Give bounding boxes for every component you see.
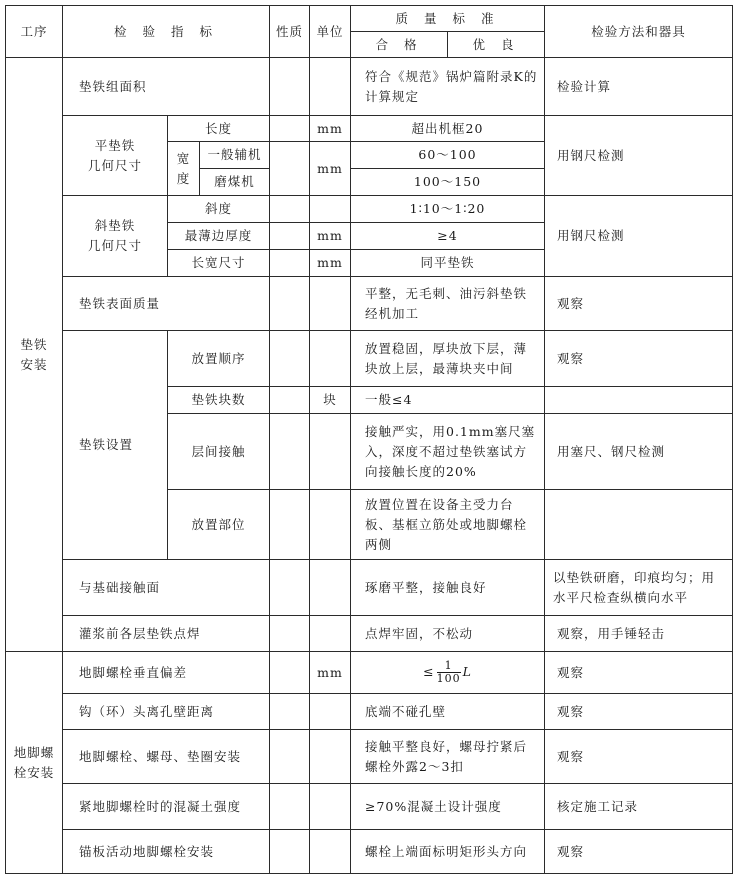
slant-thin-unit: mm [310,223,351,250]
setting-order-std: 放置稳固，厚块放下层，薄块放上层，最薄块夹中间 [351,331,545,387]
slant-lw-label: 长宽尺寸 [168,250,270,277]
slant-slope-std: 1∶10～1∶20 [351,196,545,223]
item-hook-distance: 钩（环）头离孔壁距离 [63,694,270,730]
setting-contact-std: 接触严实，用0.1mm塞尺塞入，深度不超过垫铁塞试方向接触长度的20% [351,414,545,490]
fraction-numerator: 1 [437,660,461,673]
nature-cell [270,784,310,830]
nature-cell [270,560,310,616]
std-anchor-bolt: 螺栓上端面标明矩形头方向 [351,830,545,874]
std-bolt-vertical-var: L [462,664,472,679]
unit-cell [310,277,351,331]
flat-width-unit: mm [310,142,351,196]
nature-cell [270,490,310,560]
item-foundation-contact: 与基础接触面 [63,560,270,616]
item-shim-area: 垫铁组面积 [63,58,270,116]
flat-method: 用钢尺检测 [545,116,733,196]
unit-cell [310,784,351,830]
item-concrete-strength: 紧地脚螺栓时的混凝土强度 [63,784,270,830]
nature-cell [270,414,310,490]
nature-cell [270,223,310,250]
method-bolt-vertical: 观察 [545,652,733,694]
flat-length-unit: mm [310,116,351,142]
item-shim-setting: 垫铁设置 [63,331,168,560]
flat-aux-std: 60～100 [351,142,545,169]
item-slant-shim: 斜垫铁 几何尺寸 [63,196,168,277]
method-shim-surface: 观察 [545,277,733,331]
slant-method: 用钢尺检测 [545,196,733,277]
unit-cell [310,331,351,387]
unit-cell [310,414,351,490]
nature-cell [270,58,310,116]
std-spot-weld: 点焊牢固，不松动 [351,616,545,652]
setting-position-method [545,490,733,560]
flat-length-label: 长度 [168,116,270,142]
nature-cell [270,277,310,331]
header-unit: 单位 [310,6,351,58]
slant-slope-unit [310,196,351,223]
unit-cell [310,730,351,784]
fraction-denominator: 100 [436,672,461,685]
item-flat-shim: 平垫铁 几何尺寸 [63,116,168,196]
unit-cell [310,616,351,652]
nature-cell [270,250,310,277]
item-anchor-bolt: 锚板活动地脚螺栓安装 [63,830,270,874]
nature-cell [270,142,310,196]
nature-cell [270,387,310,414]
nature-cell [270,196,310,223]
flat-width-label: 宽度 [168,142,200,196]
nature-cell [270,730,310,784]
method-spot-weld: 观察，用手锤轻击 [545,616,733,652]
header-excellent: 优 良 [448,32,545,58]
std-bolt-vertical [351,652,545,694]
setting-position-std: 放置位置在设备主受力台板、基框立筋处或地脚螺栓两侧 [351,490,545,560]
unit-cell [310,694,351,730]
group-bolt-install: 地脚螺 栓安装 [6,652,63,874]
header-nature: 性质 [270,6,310,58]
method-foundation-contact: 以垫铁研磨，印痕均匀；用水平尺检查纵横向水平 [545,560,733,616]
item-spot-weld: 灌浆前各层垫铁点焊 [63,616,270,652]
flat-mill-label: 磨煤机 [200,169,270,196]
std-bolt-nut: 接触平整良好，螺母拧紧后螺栓外露2～3扣 [351,730,545,784]
nature-cell [270,331,310,387]
setting-count-std: 一般≤4 [351,387,545,414]
setting-order-label: 放置顺序 [168,331,270,387]
slant-thin-label: 最薄边厚度 [168,223,270,250]
fraction [437,660,461,685]
slant-thin-std: ≥4 [351,223,545,250]
unit-cell [310,830,351,874]
setting-contact-method: 用塞尺、钢尺检测 [545,414,733,490]
nature-cell [270,616,310,652]
std-shim-surface: 平整，无毛刺、油污斜垫铁经机加工 [351,277,545,331]
bolt-vertical-unit: mm [310,652,351,694]
method-bolt-nut: 观察 [545,730,733,784]
flat-length-std: 超出机框20 [351,116,545,142]
header-indicator: 检 验 指 标 [63,6,270,58]
method-hook-distance: 观察 [545,694,733,730]
header-quality-standard: 质 量 标 准 [351,6,545,32]
slant-lw-unit: mm [310,250,351,277]
std-hook-distance: 底端不碰孔壁 [351,694,545,730]
std-bolt-vertical-prefix: ≤ [423,664,435,679]
method-anchor-bolt: 观察 [545,830,733,874]
unit-cell [310,560,351,616]
slant-slope-label: 斜度 [168,196,270,223]
method-concrete-strength: 核定施工记录 [545,784,733,830]
nature-cell [270,830,310,874]
header-method: 检验方法和器具 [545,6,733,58]
item-bolt-vertical: 地脚螺栓垂直偏差 [63,652,270,694]
setting-position-label: 放置部位 [168,490,270,560]
item-bolt-nut: 地脚螺栓、螺母、垫圈安装 [63,730,270,784]
group-shim-install: 垫铁 安装 [6,58,63,652]
std-foundation-contact: 琢磨平整，接触良好 [351,560,545,616]
std-shim-area: 符合《规范》锅炉篇附录K的计算规定 [351,58,545,116]
slant-lw-std: 同平垫铁 [351,250,545,277]
unit-cell [310,490,351,560]
header-qualified: 合 格 [351,32,448,58]
inspection-table [5,5,733,874]
nature-cell [270,116,310,142]
header-process: 工序 [6,6,63,58]
method-shim-area: 检验计算 [545,58,733,116]
unit-cell [310,58,351,116]
std-concrete-strength: ≥70%混凝土设计强度 [351,784,545,830]
item-shim-surface: 垫铁表面质量 [63,277,270,331]
setting-count-unit: 块 [310,387,351,414]
nature-cell [270,652,310,694]
flat-aux-label: 一般辅机 [200,142,270,169]
nature-cell [270,694,310,730]
flat-mill-std: 100～150 [351,169,545,196]
setting-count-method [545,387,733,414]
setting-count-label: 垫铁块数 [168,387,270,414]
setting-order-method: 观察 [545,331,733,387]
setting-contact-label: 层间接触 [168,414,270,490]
